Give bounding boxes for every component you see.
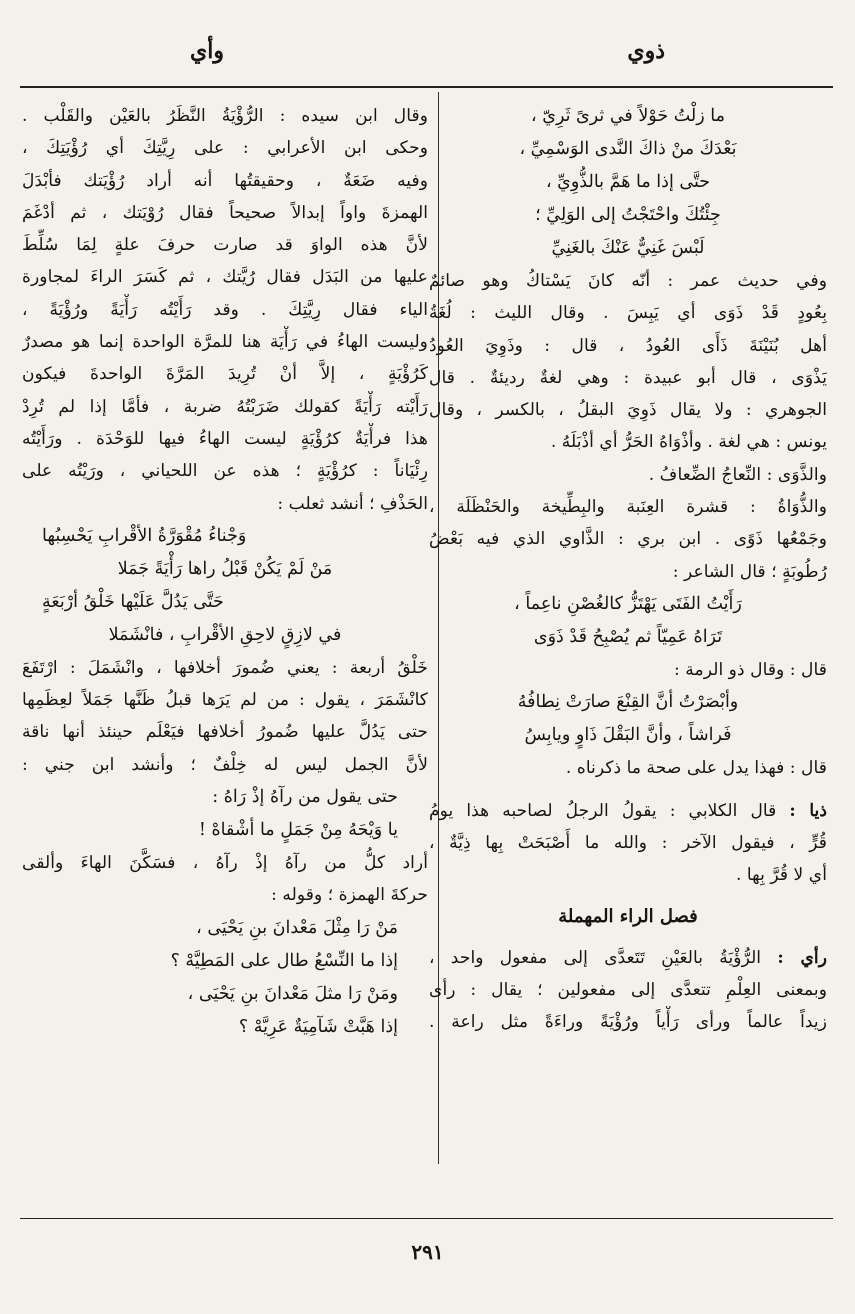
verse-line: ومَنْ رَا مثلَ مَعْدانَ بنِ يَحْيَى ، <box>187 983 398 1004</box>
text-line: الجوهري : ولا يقال ذَوِيَ البقلُ ، بالكسر ، وقال <box>429 400 827 421</box>
text-line: حتى يَدُلَّ عليها ضُمورُ أخلافها فيَعْلَم حينئذ أنها ناقة <box>22 722 428 743</box>
text-line: كانْشَمَرَ ، يقول : من لم يَرَها قبلُ ظَنَّها جَمَلاً لعِظَمِها <box>22 690 428 711</box>
page-number: ٢٩١ <box>411 1240 444 1264</box>
verse-line: حتى يقول من رآهُ إذْ رَاهُ : <box>212 787 398 808</box>
text-line: لأنَّ الجمل ليس له خِلْفٌ ؛ وأنشد ابن جني : <box>22 754 428 775</box>
verse-line: رَأَيْتُ الفَتَى يَهْتَزُّ كالغُصْنِ ناعِماً ، <box>514 593 742 614</box>
verse-line: وَجْناءُ مُقْوَرَّةُ الأقْرابِ يَحْسِبُها <box>42 525 247 546</box>
spacer <box>429 785 827 795</box>
text-line: والذُّوَاةُ : قشرة العِنَبة والبِطِّيخة والحَنْظَلَة ، <box>429 497 827 518</box>
text-line: يَذْوَى ، قال أبو عبيدة : وهي لغةٌ رديئةٌ . قال <box>429 367 827 388</box>
text-line: يونس : هي لغة . وأذْوَاهُ الحَرُّ أي أذْبَلَهُ . <box>550 432 827 453</box>
verse-line: مَنْ رَا مِثْلَ مَعْدانَ بنِ يَحْيَى ، <box>196 917 398 938</box>
text-line <box>429 942 827 974</box>
text-line: وليست الهاءُ في رَأْيَة هنا للمرَّة الواحدة إنما هو مصدرٌ <box>22 332 428 353</box>
top-rule <box>20 86 833 88</box>
text-line: حركةَ الهمزة ؛ وقوله : <box>271 885 428 906</box>
text-line: خَلْقُ أربعة : يعني ضُمورَ أخلافها ، وانْشَمَلَ : ارْتَفَعَ <box>22 657 428 678</box>
text-line: الياء فقال رِيَّتِكَ . وقد رَأَيْتُه رَأْيَةً ورُؤْيَةً ، <box>22 299 428 320</box>
text-line: وجَمْعُها ذَوًى . ابن بري : الذَّاوي الذي فيه بَعْضُ <box>429 529 827 550</box>
text-line: رَأَيْته رَأْيَةً كقولك ضَرَبْتُهُ ضربة ، فأمَّا إذا لم تُرِدْ <box>22 396 428 417</box>
verse-line: بَعْدَكَ منْ ذاكَ النَّدى الوَسْمِيِّ ، <box>519 139 737 159</box>
text-line: بِعُودٍ قَدْ ذَوَى أي يَبِسَ . وقال الليث : لُغَةُ <box>429 303 827 324</box>
text-line: وقال ابن سيده : الرُّؤْيَةُ النَّظَرُ بالعَيْن والقَلْب . <box>22 106 428 126</box>
text-line: والذَّوَى : النِّعاجُ الضِّعافُ . <box>648 464 827 485</box>
text-line: الحَذْفِ ؛ أنشد ثعلب : <box>277 493 428 514</box>
verse-line: حتَّى إذا ما هَمَّ بالذُّوِيِّ ، <box>545 172 711 192</box>
text-line: عليها من البَدَل فقال رُيَّتك ، ثم كَسَرَ الراءَ لمجاورة <box>22 267 428 288</box>
text-line: قال : وقال ذو الرمة : <box>674 659 827 680</box>
verse-line: مَنْ لَمْ يَكُنْ قَبْلُ راها رَأْيَةً جَمَلا <box>117 558 333 579</box>
entry-headword: رأي : <box>777 947 827 968</box>
entry-headword: ذيا : <box>789 800 827 821</box>
text-line: أهل بُنَيْنَةَ ذَأَى العُودُ ، قال : وذَوِيَ العُودُ <box>429 335 827 356</box>
right-column <box>429 100 827 1039</box>
text-line: وفي حديث عمر : أنّه كانَ يَسْتاكُ وهو صائمٌ <box>429 271 827 291</box>
verse-line: ما زلْتُ حَوْلاً في ثرىً ثَرِيّ ، <box>531 106 725 126</box>
running-header-right: ذوي <box>627 38 665 64</box>
text-line: رُطُوبَةٍ ؛ قال الشاعر : <box>672 561 827 582</box>
verse-line: يا وَيْحَهُ مِنْ جَمَلٍ ما أشْقاهْ ! <box>198 820 398 841</box>
text-line: لأنَّ هذه الواوَ قد صارت حرفَ علةٍ لِمَا سُلِّطَ <box>22 235 428 256</box>
verse-line: إذا ما النِّسْعُ طال على المَطِيَّهْ ؟ <box>170 950 398 971</box>
bottom-rule <box>20 1218 833 1219</box>
verse-line: فَراشاً ، وأنَّ البَقْلَ ذَاوٍ ويابِسُ <box>524 725 732 746</box>
text-line <box>429 795 827 827</box>
text-line: أي لا قُرَّ بِها . <box>736 865 827 886</box>
text-line: الهمزةَ واواً إبدالاً صحيحاً فقال رُوْيَتك ، ثم أدْغَمَ <box>22 202 428 223</box>
running-header-left: وأي <box>190 38 224 64</box>
text-line: رِئْيَاناً : كرُؤْيَةٍ ؛ هذه عن اللحياني ، ورَيْتُه على <box>22 461 428 482</box>
verse-line: جِئْتُكَ واحْتَجْتُ إلى الوَلِيِّ ؛ <box>535 205 721 225</box>
text-line: قُرٍّ ، فيقول الآخر : والله ما أَصْبَحَتْ بِها ذِيَّةٌ ، <box>429 832 827 853</box>
verse-line: في لازِقٍ لاحِقِ الأقْرابِ ، فانْشَمَلا <box>108 624 342 645</box>
entry-text: الرُّؤْيَةُ بالعَيْنِ تَتَعدَّى إلى مفعول واحد ، <box>429 947 778 968</box>
text-line: زيداً عالماً ورأى رَأْياً ورُؤْيَةً وراءَةً مثل راعة . <box>429 1012 827 1033</box>
entry-text: قال الكلابي : يقولُ الرجلُ لصاحبه هذا يومُ <box>429 800 790 821</box>
verse-line: تَرَاهُ عَمِيّاً ثم يُصْبِحُ قَدْ ذَوَى <box>533 626 723 647</box>
left-column <box>22 100 428 1044</box>
text-line: وفيه ضَعَةٌ ، وحقيقتُها أنه أراد رُؤْيَتك فأبْدَلَ <box>22 170 428 191</box>
text-line: أراد كلُّ من رآهُ إذْ رآهُ ، فسَكَّنَ الهاءَ وألقى <box>22 853 428 874</box>
text-line: قال : فهذا يدل على صحة ما ذكرناه . <box>565 758 827 779</box>
text-line: كَرُؤْيَةٍ ، إلاَّ أنْ تُرِيدَ المَرَّةَ الواحدةَ فيكون <box>22 364 428 385</box>
text-line: وبمعنى العِلْمِ تتعدَّى إلى مفعولين ؛ يقال : رأى <box>429 980 827 1001</box>
section-heading: فصل الراء المهملة <box>558 906 698 928</box>
verse-line: وأبْصَرْتُ أنَّ القِنْعَ صارَتْ نِطافُهُ <box>517 692 739 713</box>
verse-line: إذا هَبَّتْ شَآمِيَةٌ عَرِيَّهْ ؟ <box>238 1016 398 1037</box>
verse-line: حَتَّى يَدُلَّ عَلَيْها خَلْقُ أرْبَعَةٍ <box>42 591 224 612</box>
text-line: هذا فرأْيَةٌ كرُؤْيَةٍ ليست الهاءُ فيها للوَحْدَة . ورَأَيْتُه <box>22 428 428 449</box>
verse-line: لَبْسَ غَنِيٌّ عَنْكَ بالغَنِيِّ <box>551 238 705 258</box>
text-line: وحكى ابن الأعرابي : على رِيَّتِكَ أي رُؤْيَتِكَ ، <box>22 138 428 159</box>
